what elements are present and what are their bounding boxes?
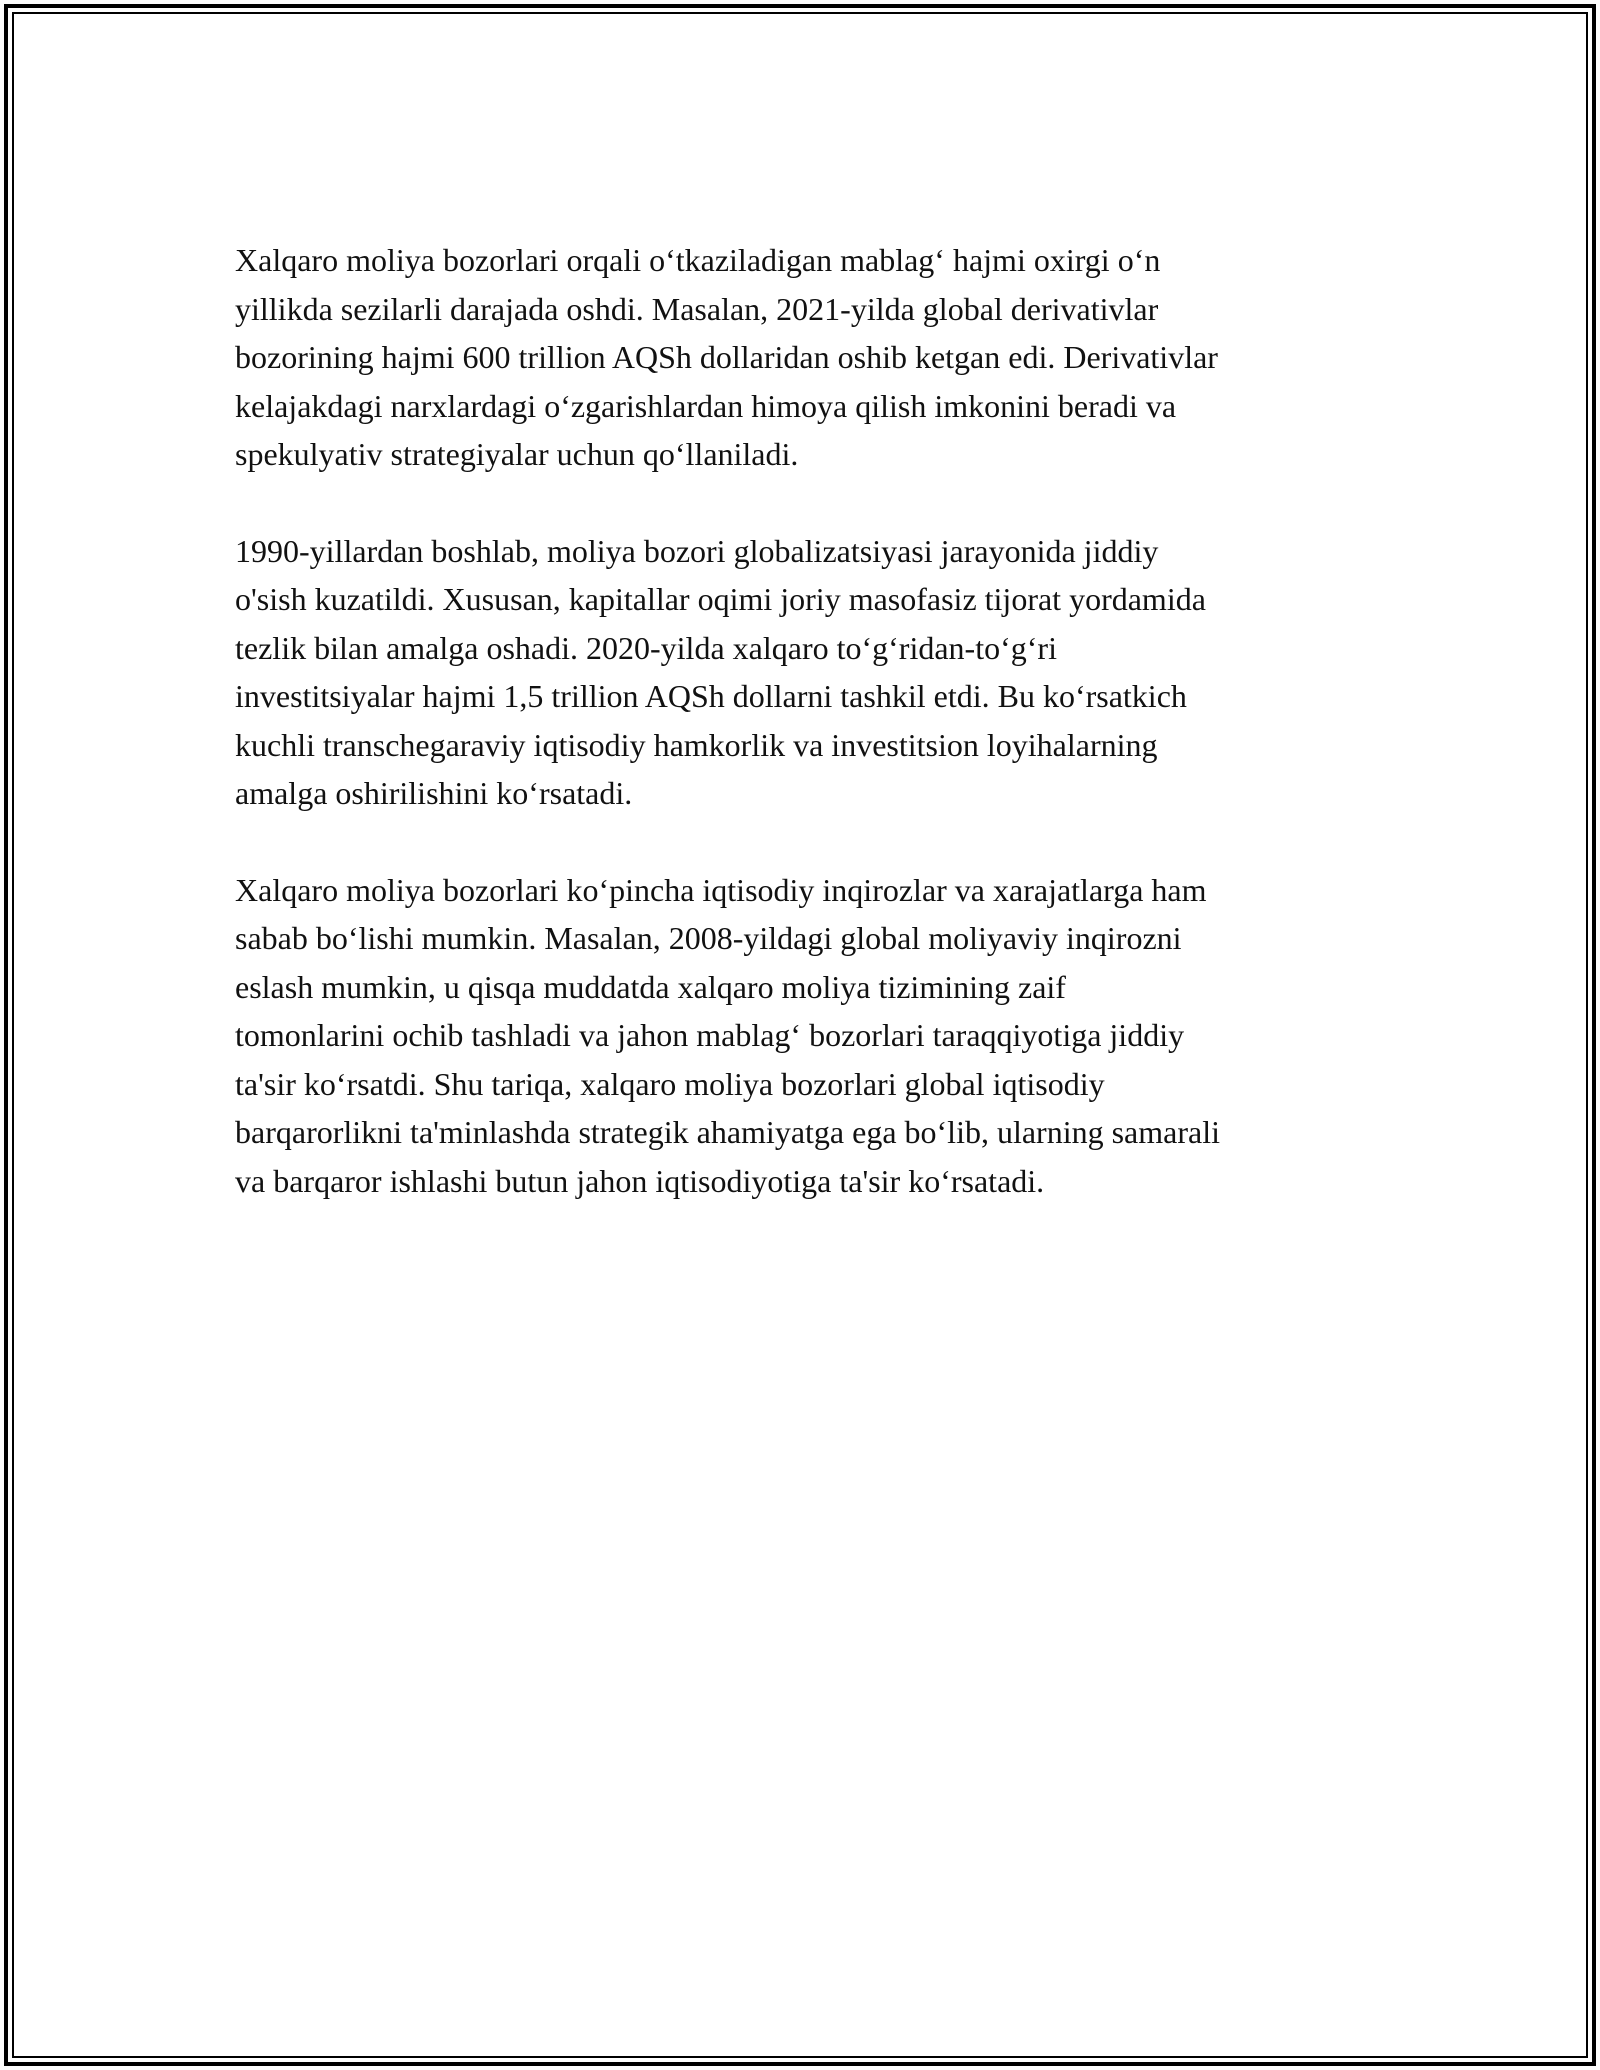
text-line: Xalqaro moliya bozorlari orqali o‘tkaziladigan mablag‘ hajmi oxirgi o‘n [235,242,1161,278]
paragraph-1 [235,236,1365,479]
text-line: sabab bo‘lishi mumkin. Masalan, 2008-yildagi global moliyaviy inqirozni [235,920,1182,956]
text-line: investitsiyalar hajmi 1,5 trillion AQSh dollarni tashkil etdi. Bu ko‘rsatkich [235,678,1187,714]
text-line: va barqaror ishlashi butun jahon iqtisodiyotiga ta'sir ko‘rsatadi. [235,1162,1045,1199]
paragraph-3 [235,866,1365,1206]
text-line: spekulyativ strategiyalar uchun qo‘llaniladi. [235,436,799,472]
text-line: 1990-yillardan boshlab, moliya bozori globalizatsiyasi jarayonida jiddiy [235,532,1159,569]
text-line: eslash mumkin, u qisqa muddatda xalqaro moliya tizimining zaif [235,968,1066,1005]
text-line: yillikda sezilarli darajada oshdi. Masalan, 2021-yilda global derivativlar [235,290,1159,327]
paragraph-2 [235,527,1365,818]
text-line: amalga oshirilishini ko‘rsatadi. [235,775,633,811]
text-line: kuchli transchegaraviy iqtisodiy hamkorlik va investitsion loyihalarning [235,726,1158,763]
text-line: tomonlarini ochib tashladi va jahon mablag‘ bozorlari taraqqiyotiga jiddiy [235,1017,1185,1053]
text-line: barqarorlikni ta'minlashda strategik ahamiyatga ega bo‘lib, ularning samarali [235,1114,1220,1150]
document-body [235,236,1365,1253]
text-line: ta'sir ko‘rsatdi. Shu tariqa, xalqaro moliya bozorlari global iqtisodiy [235,1065,1105,1102]
text-line: o'sish kuzatildi. Xususan, kapitallar oqimi joriy masofasiz tijorat yordamida [235,581,1206,617]
text-line: bozorining hajmi 600 trillion AQSh dollaridan oshib ketgan edi. Derivativlar [235,339,1218,375]
text-line: tezlik bilan amalga oshadi. 2020-yilda xalqaro to‘g‘ridan-to‘g‘ri [235,629,1057,666]
text-line: Xalqaro moliya bozorlari ko‘pincha iqtisodiy inqirozlar va xarajatlarga ham [235,871,1207,908]
text-line: kelajakdagi narxlardagi o‘zgarishlardan himoya qilish imkonini beradi va [235,387,1177,424]
